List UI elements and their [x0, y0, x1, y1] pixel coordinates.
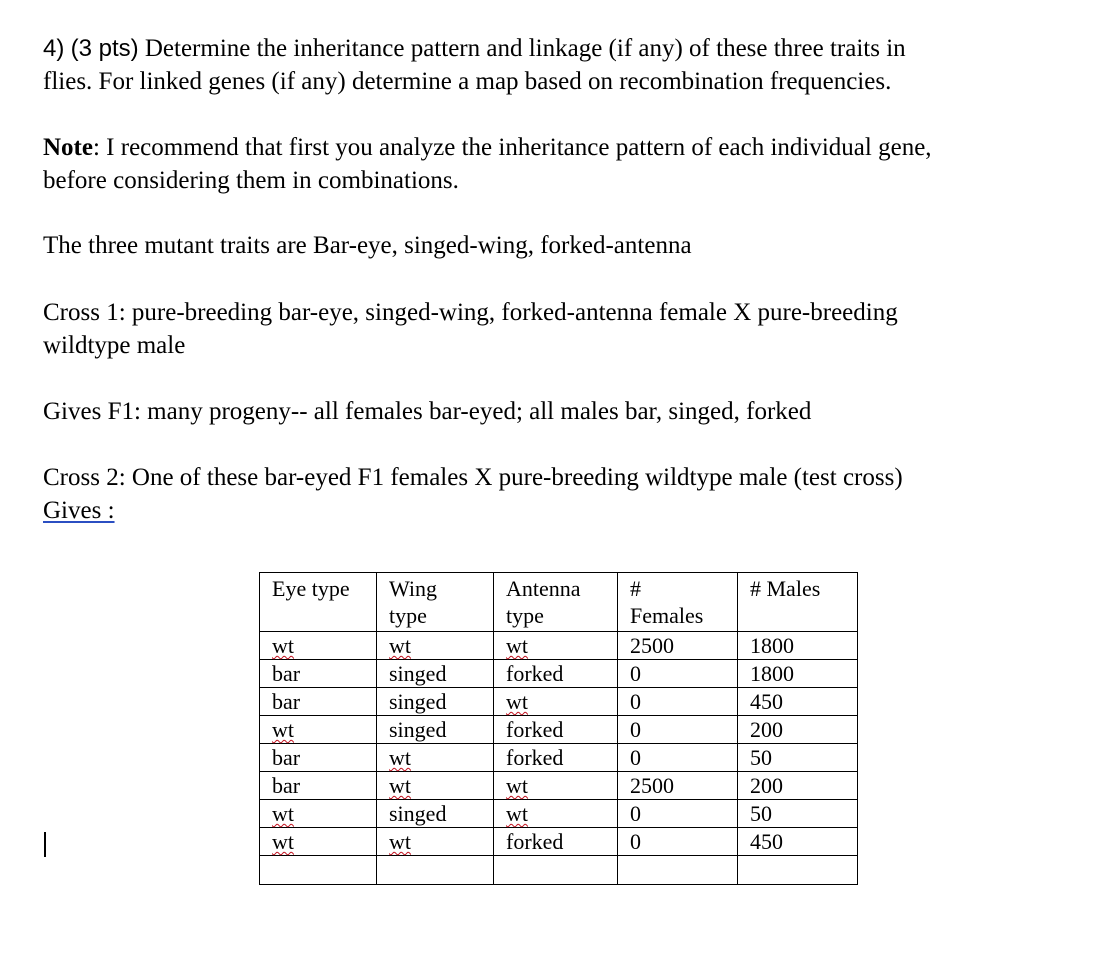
cell-eye-type-value: bar — [272, 661, 301, 686]
cross1-line-1: Cross 1: pure-breeding bar-eye, singed-wing, forked-antenna female X pure-breeding — [43, 299, 898, 326]
cell-eye-type-value: bar — [272, 689, 301, 714]
cell-antenna-type — [494, 744, 618, 772]
cell-females — [618, 744, 738, 772]
cell-antenna-type — [494, 800, 618, 828]
header-females-line-1: # — [630, 576, 641, 601]
table-row — [260, 688, 858, 716]
note-text-1: : I recommend that first you analyze the inheritance pattern of each individual gene, — [92, 134, 932, 161]
traits-line: The three mutant traits are Bar-eye, singed-wing, forked-antenna — [43, 232, 692, 259]
cell-eye-type — [260, 660, 377, 688]
cell-wing-type-value: wt — [389, 773, 411, 798]
cell-wing-type — [377, 828, 494, 856]
cell-females-value: 0 — [630, 661, 641, 686]
cell-antenna-type — [494, 688, 618, 716]
cell-eye-type-value: wt — [272, 829, 294, 854]
cell-antenna-type-value: wt — [506, 773, 528, 798]
cell-males — [738, 828, 858, 856]
cell-males — [738, 800, 858, 828]
cell-females — [618, 716, 738, 744]
cell-males — [738, 744, 858, 772]
table-row — [260, 744, 858, 772]
cell-eye-type-value: wt — [272, 717, 294, 742]
header-antenna-line-2: type — [506, 603, 544, 628]
cell-females-value: 0 — [630, 717, 641, 742]
question-text-1: Determine the inheritance pattern and linkage (if any) of these three traits in — [144, 35, 906, 62]
blank-cell — [738, 856, 858, 885]
cell-wing-type-value: singed — [389, 717, 447, 742]
question-points: (3 pts) — [70, 35, 139, 62]
cell-males — [738, 632, 858, 660]
cell-wing-type — [377, 632, 494, 660]
cell-antenna-type-value: wt — [506, 689, 528, 714]
header-antenna-type — [494, 573, 618, 632]
text-cursor — [44, 832, 46, 857]
cell-wing-type — [377, 688, 494, 716]
cell-eye-type — [260, 744, 377, 772]
f1-line: Gives F1: many progeny-- all females bar-eyed; all males bar, singed, forked — [43, 398, 812, 425]
cell-eye-type — [260, 800, 377, 828]
note-line-2: before considering them in combinations. — [43, 167, 459, 194]
cell-antenna-type-value: forked — [506, 717, 564, 742]
header-antenna-line-1: Antenna — [506, 576, 581, 601]
note-label: Note — [43, 134, 93, 161]
cell-wing-type — [377, 716, 494, 744]
cell-males — [738, 688, 858, 716]
cell-antenna-type-value: forked — [506, 829, 564, 854]
cell-eye-type-value: wt — [272, 633, 294, 658]
cell-wing-type — [377, 660, 494, 688]
cell-females — [618, 800, 738, 828]
cell-eye-type-value: bar — [272, 773, 301, 798]
cell-wing-type — [377, 800, 494, 828]
blank-cell — [494, 856, 618, 885]
gives-label: Gives : — [43, 497, 115, 524]
cell-wing-type-value: singed — [389, 801, 447, 826]
header-wing-line-2: type — [389, 603, 427, 628]
cell-wing-type-value: singed — [389, 661, 447, 686]
blank-cell — [618, 856, 738, 885]
cell-females-value: 0 — [630, 745, 641, 770]
table-row — [260, 772, 858, 800]
table-row — [260, 660, 858, 688]
cell-antenna-type-value: forked — [506, 745, 564, 770]
cell-eye-type — [260, 772, 377, 800]
question-line-1 — [43, 32, 906, 65]
question-line-2: flies. For linked genes (if any) determine a map based on recombination frequencies. — [43, 68, 892, 95]
header-females-line-2: Females — [630, 603, 704, 628]
cell-eye-type-value: wt — [272, 801, 294, 826]
cell-wing-type — [377, 772, 494, 800]
cell-wing-type — [377, 744, 494, 772]
table-row — [260, 632, 858, 660]
cell-antenna-type-value: wt — [506, 801, 528, 826]
cell-males-value: 1800 — [750, 661, 794, 686]
header-wing-line-1: Wing — [389, 576, 437, 601]
cell-antenna-type — [494, 828, 618, 856]
cell-males-value: 50 — [750, 801, 772, 826]
header-females — [618, 573, 738, 632]
table-row — [260, 828, 858, 856]
cross1-line-2: wildtype male — [43, 332, 186, 359]
cell-females-value: 2500 — [630, 633, 674, 658]
cross2-gives — [43, 494, 115, 527]
table-row — [260, 800, 858, 828]
header-males: # Males — [738, 573, 858, 632]
cell-males-value: 50 — [750, 745, 772, 770]
cell-antenna-type — [494, 716, 618, 744]
cell-females — [618, 660, 738, 688]
blank-cell — [260, 856, 377, 885]
cell-wing-type-value: singed — [389, 689, 447, 714]
cell-males-value: 1800 — [750, 633, 794, 658]
cell-wing-type-value: wt — [389, 829, 411, 854]
cell-males — [738, 772, 858, 800]
table-body — [260, 632, 858, 856]
table-header-row — [260, 573, 858, 632]
cell-wing-type-value: wt — [389, 745, 411, 770]
cell-females — [618, 828, 738, 856]
cell-males-value: 450 — [750, 689, 783, 714]
note-line-1 — [43, 131, 932, 164]
cell-females-value: 0 — [630, 801, 641, 826]
cell-eye-type — [260, 632, 377, 660]
cell-females-value: 0 — [630, 829, 641, 854]
cell-females — [618, 632, 738, 660]
cell-eye-type — [260, 688, 377, 716]
cell-females — [618, 688, 738, 716]
progeny-table — [259, 572, 858, 885]
cell-wing-type-value: wt — [389, 633, 411, 658]
blank-cell — [377, 856, 494, 885]
cell-eye-type — [260, 828, 377, 856]
cell-males-value: 200 — [750, 773, 783, 798]
cell-antenna-type — [494, 772, 618, 800]
table-row — [260, 716, 858, 744]
cell-males — [738, 716, 858, 744]
table-blank-row — [260, 856, 858, 885]
cross2-line-1: Cross 2: One of these bar-eyed F1 females X pure-breeding wildtype male (test cross) — [43, 464, 903, 491]
cell-antenna-type-value: wt — [506, 633, 528, 658]
cell-females-value: 0 — [630, 689, 641, 714]
question-number: 4) — [43, 35, 65, 62]
cell-eye-type — [260, 716, 377, 744]
cell-antenna-type-value: forked — [506, 661, 564, 686]
cell-antenna-type — [494, 660, 618, 688]
cell-males-value: 200 — [750, 717, 783, 742]
header-eye-type: Eye type — [260, 573, 377, 632]
cell-eye-type-value: bar — [272, 745, 301, 770]
header-wing-type — [377, 573, 494, 632]
cell-males-value: 450 — [750, 829, 783, 854]
cell-antenna-type — [494, 632, 618, 660]
cell-males — [738, 660, 858, 688]
cell-females-value: 2500 — [630, 773, 674, 798]
cell-females — [618, 772, 738, 800]
